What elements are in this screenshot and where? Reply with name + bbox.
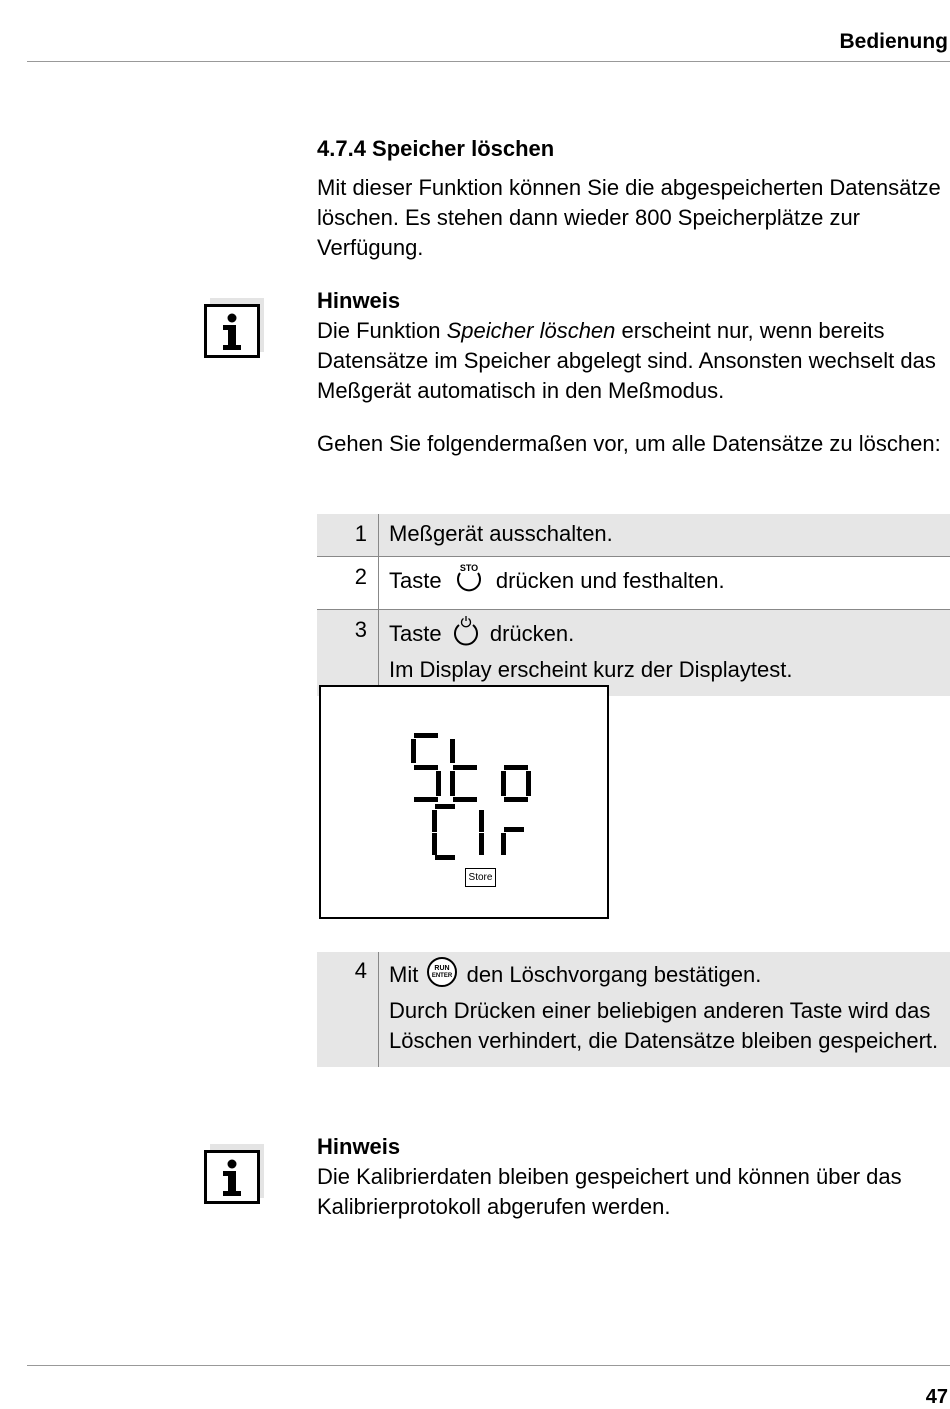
step-text <box>379 557 950 610</box>
store-indicator: Store <box>465 868 496 887</box>
run-enter-key-icon <box>426 956 458 996</box>
step-text-post: drücken und festhalten. <box>495 568 725 593</box>
step-row <box>317 557 950 610</box>
header-rule <box>27 61 950 62</box>
procedure-intro: Gehen Sie folgendermaßen vor, um alle Datensätze zu löschen: <box>317 431 941 456</box>
step-text-line2: Durch Drücken einer beliebigen anderen Taste wird das Löschen verhindert, die Datensätze bleiben gespeichert. <box>389 998 939 1053</box>
step-text <box>379 610 950 697</box>
run-key-label: RUN <box>434 965 451 972</box>
power-key-icon <box>450 615 482 655</box>
step-row <box>317 610 950 697</box>
note-heading: Hinweis <box>317 288 401 313</box>
step-number: 4 <box>317 952 379 1067</box>
step-number: 1 <box>317 514 379 557</box>
note-heading: Hinweis <box>317 1134 401 1159</box>
footer-rule <box>27 1365 950 1366</box>
step-text-post: den Löschvorgang bestätigen. <box>466 962 762 987</box>
step-row <box>317 514 950 557</box>
step-text-pre: Taste <box>389 621 442 646</box>
step-number: 2 <box>317 557 379 610</box>
display-segments <box>321 687 607 917</box>
steps-table-continued <box>317 952 950 1067</box>
page-header-title: Bedienung <box>839 30 948 53</box>
section-intro: Mit dieser Funktion können Sie die abgespeicherten Datensätze löschen. Es stehen dann wieder 800 Speicherplätze zur Verfügung. <box>317 175 941 260</box>
info-icon <box>204 1144 264 1204</box>
step-text-post: drücken. <box>489 621 575 646</box>
info-icon <box>204 298 264 358</box>
step-row <box>317 952 950 1067</box>
section-title: 4.7.4 Speicher löschen <box>317 136 555 161</box>
sto-key-label: STO <box>459 563 478 573</box>
note-function-name: Speicher löschen <box>446 318 616 343</box>
note-text-end: erscheint nur, wenn bereits Datensätze im Speicher abgelegt sind. Ansonsten wechselt das Meßgerät automatisch in den Meßmodus. <box>317 318 936 403</box>
step-text-line2: Im Display erscheint kurz der Displaytest. <box>389 657 793 682</box>
steps-table <box>317 514 950 696</box>
note-text <box>317 316 947 406</box>
step-text: Meßgerät ausschalten. <box>379 514 950 557</box>
page-number: 47 <box>925 1386 948 1408</box>
enter-key-label: ENTER <box>432 973 453 979</box>
note-text-start: Die Funktion <box>317 318 447 343</box>
step-number: 3 <box>317 610 379 697</box>
note-text: Die Kalibrierdaten bleiben gespeichert und können über das Kalibrierprotokoll abgerufen werden. <box>317 1164 902 1219</box>
sto-key-icon <box>450 562 488 602</box>
step-text <box>379 952 950 1067</box>
meter-display <box>319 685 609 919</box>
step-text-pre: Mit <box>389 962 419 987</box>
step-text-pre: Taste <box>389 568 442 593</box>
